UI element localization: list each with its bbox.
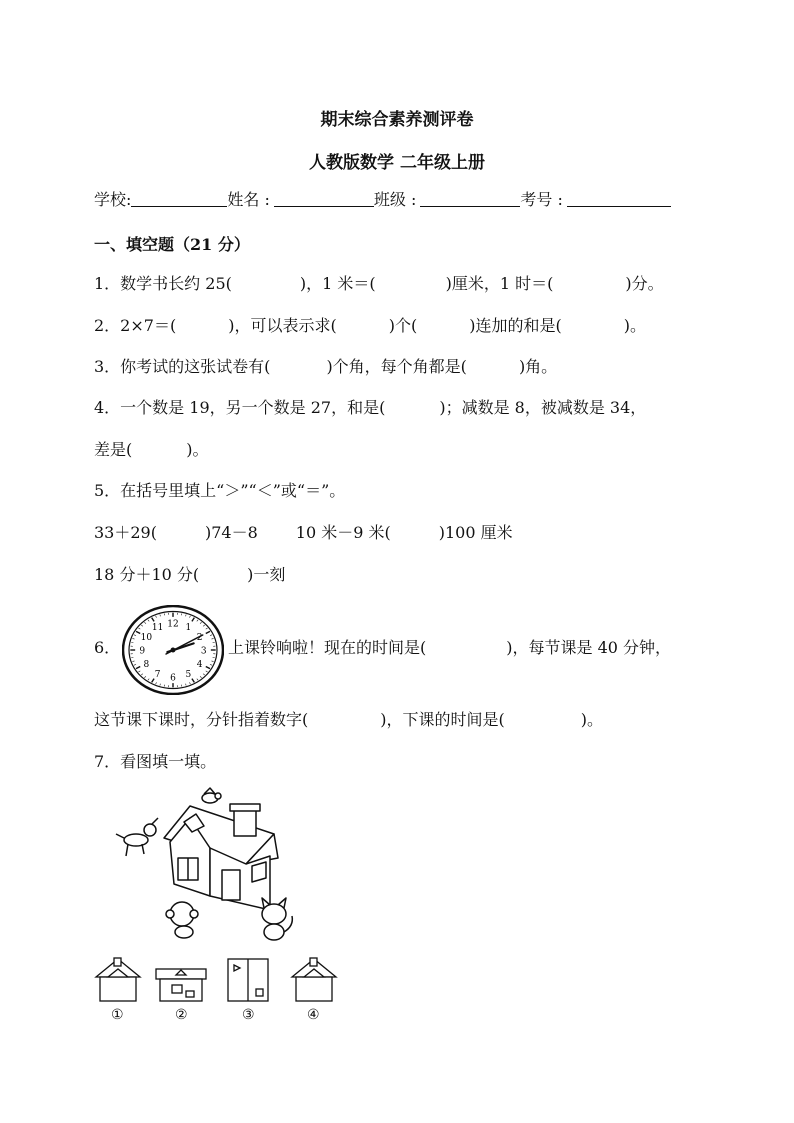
- question-4-line-2: [94, 440, 209, 460]
- q5-expr: )100 厘米: [438, 523, 513, 542]
- clock-figure: [122, 605, 224, 699]
- q5-expr: 18 分＋10 分(: [94, 565, 200, 584]
- q6-text: )，下课的时间是(: [380, 710, 505, 729]
- q4-text: )；减数是 8，被减数是 34，: [439, 398, 647, 417]
- clock-number: 5: [185, 669, 192, 680]
- q5-expr: 10 米－9 米(: [295, 523, 391, 542]
- clock-number: 11: [151, 623, 164, 634]
- clock-number: 4: [196, 659, 203, 670]
- q5-expr: )74－8: [204, 523, 258, 542]
- q4-text: 差是(: [94, 440, 133, 459]
- class-label: 班级 :: [373, 190, 417, 209]
- q3-text: )个角，每个角都是(: [326, 357, 467, 376]
- page-subtitle: 人教版数学 二年级上册: [309, 153, 485, 173]
- question-6-number: 6．: [94, 638, 121, 657]
- clock-number: 6: [170, 673, 176, 684]
- clock-number: 10: [140, 633, 153, 644]
- exam-number-label: 考号 :: [520, 190, 563, 209]
- question-6-line-2: [94, 710, 603, 730]
- q5-expr: )一刻: [247, 565, 286, 584]
- section-heading: 一、填空题（21 分）: [94, 235, 250, 254]
- q1-text: 1．数学书长约 25(: [94, 274, 232, 293]
- school-label: 学校:: [94, 190, 132, 209]
- clock-number: 7: [154, 669, 161, 680]
- q5-expr: 33＋29(: [94, 523, 157, 542]
- q4-text: 4．一个数是 19，另一个数是 27，和是(: [94, 398, 386, 417]
- name-blank[interactable]: [274, 190, 374, 207]
- q2-text: )连加的和是(: [469, 316, 562, 335]
- q3-text: 3．你考试的这张试卷有(: [94, 357, 271, 376]
- clock-number: 8: [143, 659, 150, 670]
- question-5-intro: 5．在括号里填上“＞”“＜”或“＝”。: [94, 481, 346, 500]
- q2-text: )个(: [388, 316, 418, 335]
- clock-icon: [122, 605, 224, 695]
- q6-text: )。: [580, 710, 603, 729]
- question-5-row-2: [94, 565, 285, 585]
- clock-number: 1: [185, 623, 192, 634]
- view-label-3: ③: [242, 1007, 255, 1023]
- q1-text: )厘米，1 时＝(: [445, 274, 554, 293]
- q2-text: 2．2×7＝(: [94, 316, 177, 335]
- view-label-2: ②: [175, 1007, 188, 1023]
- question-5-row-1: [94, 523, 513, 543]
- q1-text: )，1 米＝(: [299, 274, 376, 293]
- question-7-intro: 7．看图填一填。: [94, 752, 217, 771]
- q2-text: )，可以表示求(: [228, 316, 337, 335]
- view-options-illustration: [94, 955, 354, 1005]
- q6-text: 上课铃响啦！现在的时间是(: [228, 638, 427, 657]
- clock-number: 2: [196, 633, 203, 644]
- q6-text: )，每节课是 40 分钟，: [506, 638, 672, 657]
- clock-number: 9: [139, 646, 146, 657]
- school-blank[interactable]: [131, 190, 227, 207]
- question-4-line-1: [94, 398, 646, 418]
- q6-text: 这节课下课时，分针指着数字(: [94, 710, 309, 729]
- question-6-line-1: [228, 638, 671, 658]
- house-scene-figure: [112, 786, 302, 950]
- question-1: [94, 274, 664, 294]
- clock-number: 12: [167, 619, 179, 630]
- clock-number: 3: [200, 646, 207, 657]
- exam-number-blank[interactable]: [567, 190, 671, 207]
- page-title: 期末综合素养测评卷: [320, 110, 474, 130]
- question-3: [94, 357, 557, 377]
- q4-text: )。: [186, 440, 209, 459]
- view-label-4: ④: [307, 1007, 320, 1023]
- class-blank[interactable]: [420, 190, 520, 207]
- q1-text: )分。: [625, 274, 664, 293]
- name-label: 姓名 :: [227, 190, 270, 209]
- student-info-row: [94, 190, 671, 210]
- q2-text: )。: [623, 316, 646, 335]
- view-options: [94, 955, 354, 1009]
- house-scene-illustration: [112, 786, 302, 946]
- question-2: [94, 316, 646, 336]
- q3-text: )角。: [518, 357, 558, 376]
- view-label-1: ①: [111, 1007, 124, 1023]
